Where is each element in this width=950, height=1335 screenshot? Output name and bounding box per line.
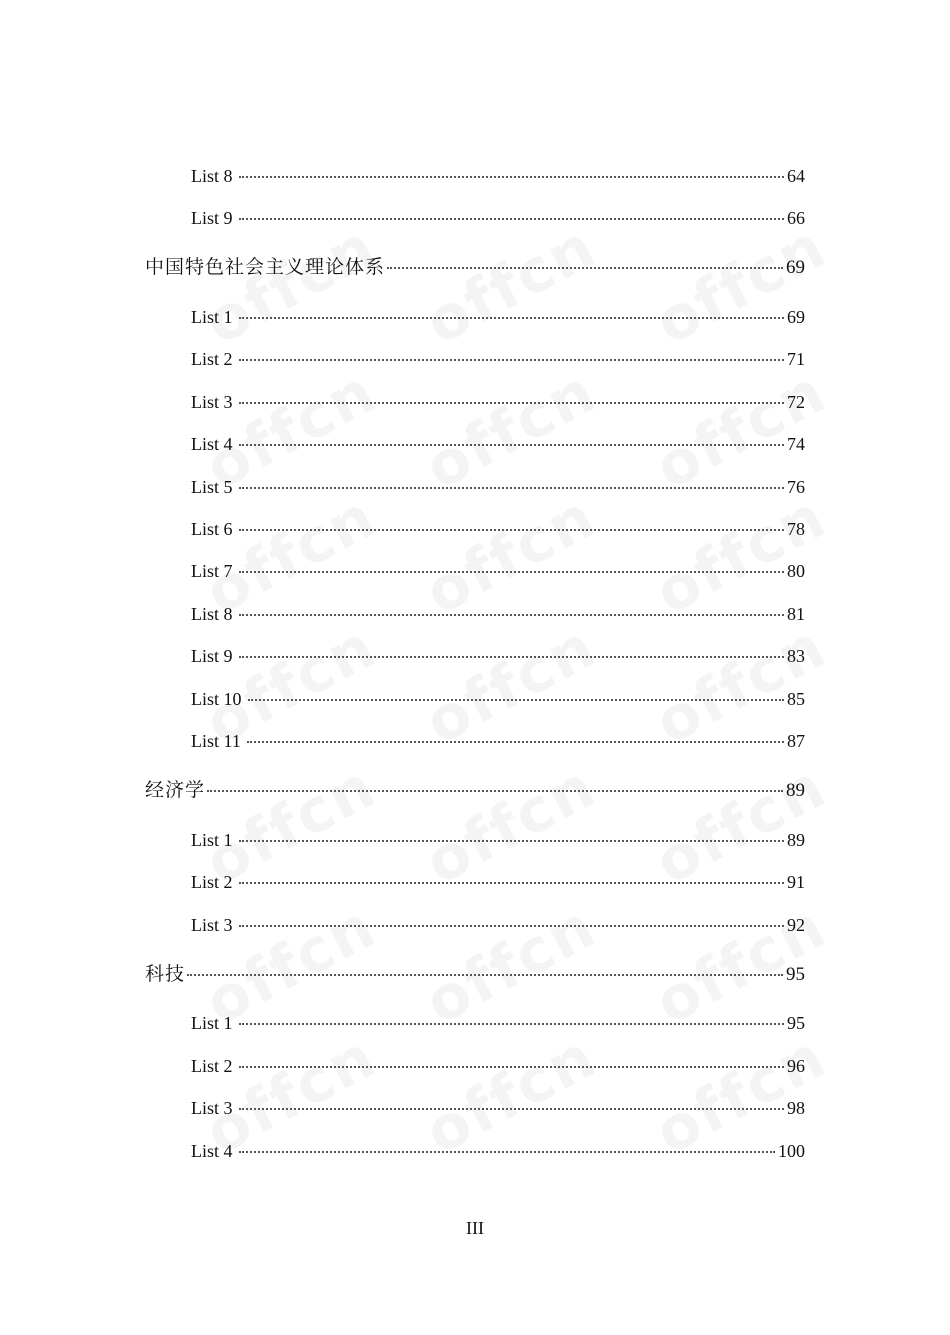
dot-leader [239, 1065, 784, 1068]
dot-leader [187, 973, 783, 976]
toc-entry-label: List 8 [191, 166, 233, 186]
toc-page-number: 72 [787, 392, 805, 412]
toc-page-number: 74 [787, 434, 805, 454]
toc-entry[interactable] [191, 431, 805, 457]
dot-leader [239, 528, 784, 531]
toc-page-number: 89 [786, 780, 805, 801]
toc-entry-label: List 10 [191, 689, 242, 709]
toc-entry[interactable] [191, 643, 805, 669]
toc-entry-label: List 2 [191, 349, 233, 369]
toc-entry[interactable] [191, 1095, 805, 1121]
toc-page-number: 91 [787, 872, 805, 892]
toc-page-number: 87 [787, 731, 805, 751]
toc-entry-label: List 9 [191, 208, 233, 228]
toc-entry-label: List 3 [191, 1098, 233, 1118]
dot-leader [239, 839, 784, 842]
toc-entry-label: List 2 [191, 1056, 233, 1076]
dot-leader [239, 881, 784, 884]
toc-page-number: 100 [778, 1141, 805, 1161]
toc-entry-label: List 3 [191, 392, 233, 412]
toc-section-entry[interactable] [145, 254, 805, 280]
toc-entry-label: List 1 [191, 830, 233, 850]
dot-leader [239, 1022, 784, 1025]
toc-entry[interactable] [191, 827, 805, 853]
toc-section-entry[interactable] [145, 777, 805, 803]
toc-entry[interactable] [191, 728, 805, 754]
dot-leader [248, 698, 784, 701]
toc-page-number: 80 [787, 561, 805, 581]
toc-entry-label: List 4 [191, 1141, 233, 1161]
dot-leader [239, 175, 784, 178]
toc-entry[interactable] [191, 516, 805, 542]
toc-entry[interactable] [191, 389, 805, 415]
toc-entry-label: List 7 [191, 561, 233, 581]
toc-entry[interactable] [191, 346, 805, 372]
toc-entry-label: List 6 [191, 519, 233, 539]
watermark-logo [194, 211, 387, 358]
toc-entry[interactable] [191, 869, 805, 895]
toc-page-number: 76 [787, 477, 805, 497]
dot-leader [239, 486, 784, 489]
toc-page-number: 69 [786, 257, 805, 278]
toc-page-number: 66 [787, 208, 805, 228]
toc-entry[interactable] [191, 163, 805, 189]
toc-page-number: 98 [787, 1098, 805, 1118]
toc-section-entry[interactable] [145, 961, 805, 987]
dot-leader [239, 570, 784, 573]
dot-leader [387, 266, 783, 269]
toc-entry-label: List 8 [191, 604, 233, 624]
toc-entry-label: List 5 [191, 477, 233, 497]
toc-page-number: 96 [787, 1056, 805, 1076]
dot-leader [239, 655, 784, 658]
watermark-logo [414, 211, 607, 358]
toc-entry[interactable] [191, 1138, 805, 1164]
dot-leader [239, 1150, 775, 1153]
toc-entry-label: List 1 [191, 1013, 233, 1033]
watermark-logo [644, 211, 837, 358]
toc-entry-label: List 11 [191, 731, 241, 751]
toc-entry[interactable] [191, 1010, 805, 1036]
toc-page-number: 92 [787, 915, 805, 935]
toc-page-number: 71 [787, 349, 805, 369]
toc-page-number: 78 [787, 519, 805, 539]
toc-page-number: 95 [786, 964, 805, 985]
toc-entry[interactable] [191, 474, 805, 500]
page-folio: III [466, 1218, 484, 1238]
toc-page-number: 83 [787, 646, 805, 666]
dot-leader [239, 443, 784, 446]
toc-entry[interactable] [191, 304, 805, 330]
toc-page-number: 69 [787, 307, 805, 327]
toc-page-number: 85 [787, 689, 805, 709]
toc-page-number: 95 [787, 1013, 805, 1033]
dot-leader [207, 789, 783, 792]
toc-entry-label: List 1 [191, 307, 233, 327]
dot-leader [239, 217, 784, 220]
toc-entry-label: List 9 [191, 646, 233, 666]
toc-entry[interactable] [191, 205, 805, 231]
toc-entry-label: List 2 [191, 872, 233, 892]
toc-entry-label: 科技 [145, 963, 186, 985]
toc-entry[interactable] [191, 601, 805, 627]
dot-leader [239, 316, 784, 319]
toc-page-number: 64 [787, 166, 805, 186]
toc-entry[interactable] [191, 558, 805, 584]
toc-entry[interactable] [191, 686, 805, 712]
dot-leader [239, 358, 784, 361]
toc-entry-label: List 3 [191, 915, 233, 935]
toc-entry-label: 中国特色社会主义理论体系 [145, 256, 386, 278]
dot-leader [239, 924, 784, 927]
toc-entry-label: List 4 [191, 434, 233, 454]
dot-leader [239, 1107, 784, 1110]
toc-page-number: 81 [787, 604, 805, 624]
toc-entry[interactable] [191, 1053, 805, 1079]
toc-page-number: 89 [787, 830, 805, 850]
toc-entry-label: 经济学 [145, 779, 206, 801]
dot-leader [239, 613, 784, 616]
toc-entry[interactable] [191, 912, 805, 938]
dot-leader [247, 740, 784, 743]
dot-leader [239, 401, 784, 404]
